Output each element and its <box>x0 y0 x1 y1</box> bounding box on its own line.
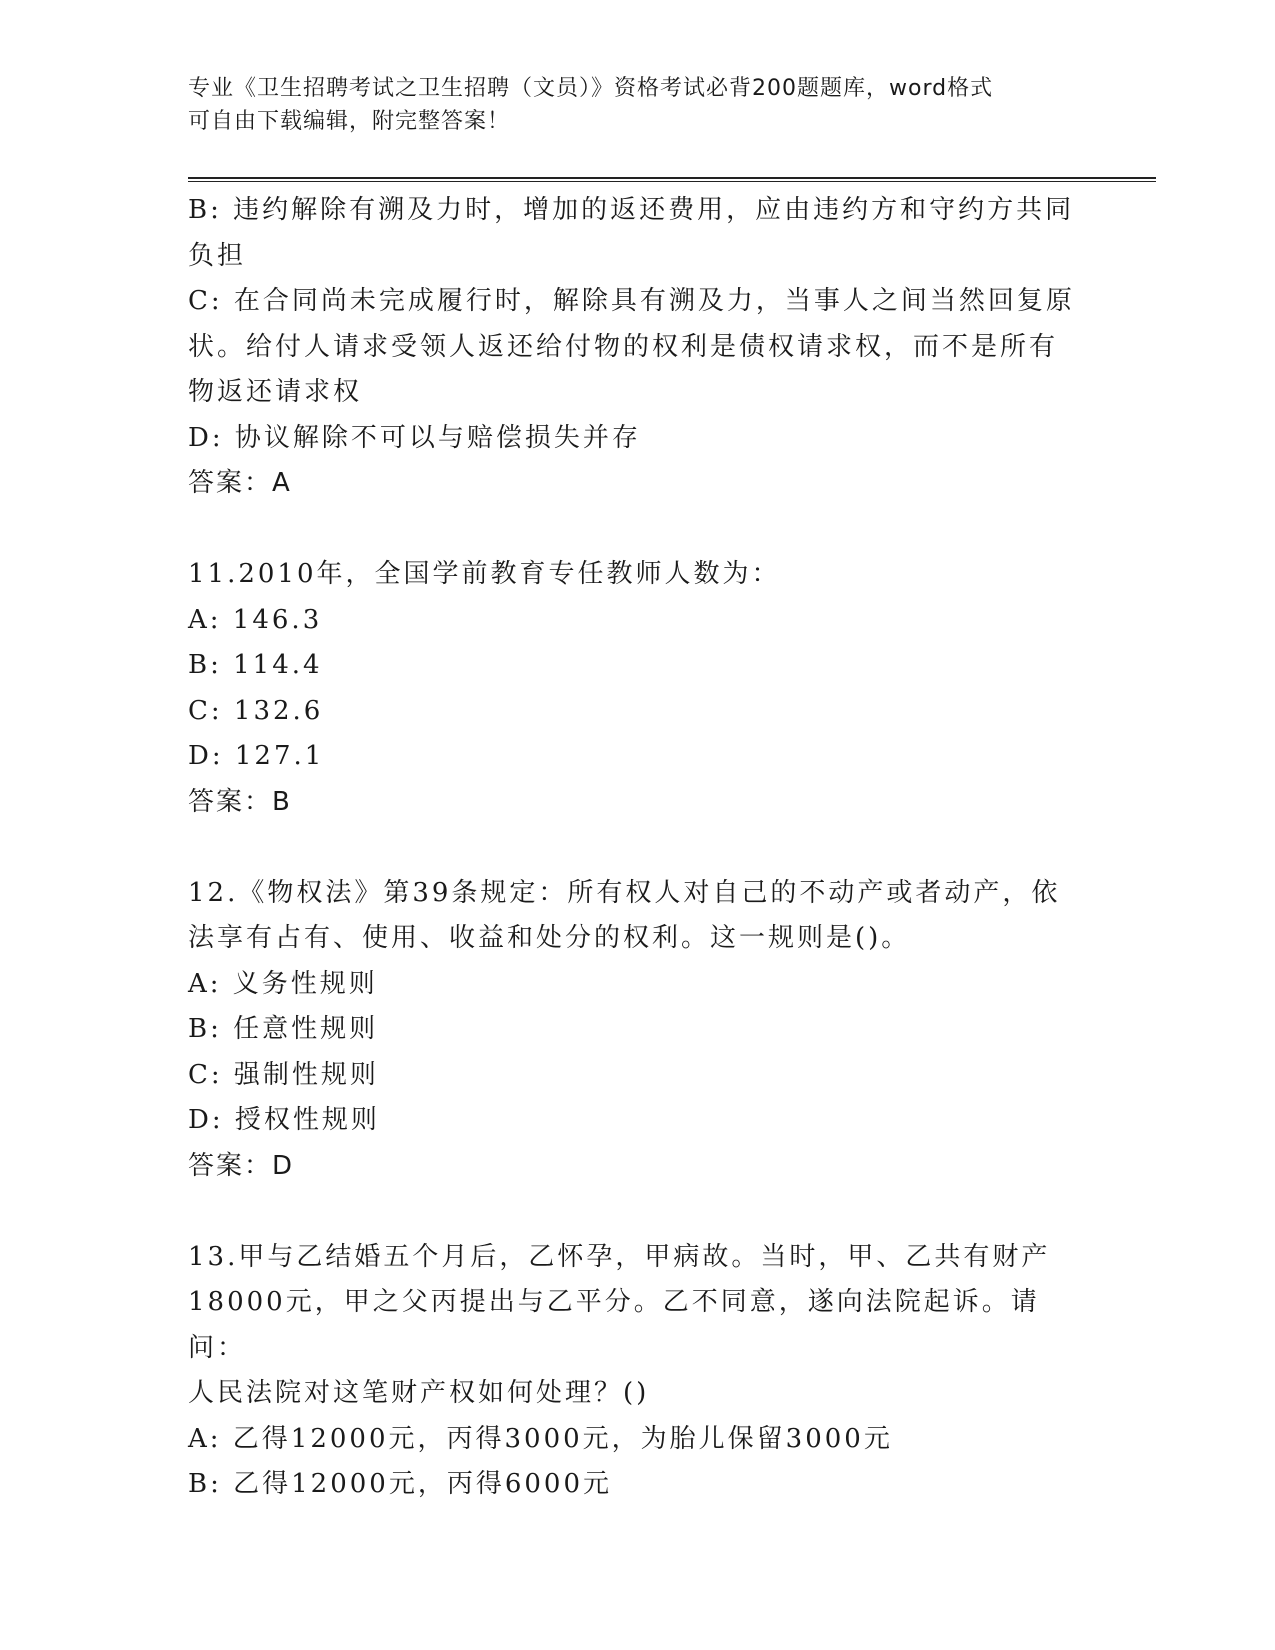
option-b-line-2: 负担 <box>188 240 247 271</box>
header-title-line-1: 专业《卫生招聘考试之卫生招聘（文员）》资格考试必背200题题库，word格式 <box>188 76 994 101</box>
option-d: D: 授权性规则 <box>188 1105 380 1135</box>
option-b-line-1: B: 违约解除有溯及力时，增加的返还费用，应由违约方和守约方共同 <box>188 195 1075 225</box>
question-stem-line-2: 18000元，甲之父丙提出与乙平分。乙不同意，遂向法院起诉。请问： <box>188 1287 1040 1363</box>
question-12 <box>188 871 1088 1190</box>
option-a: A: 乙得12000元，丙得3000元，为胎儿保留3000元 <box>188 1423 893 1454</box>
question-stem-line-2: 法享有占有、使用、收益和处分的权利。这一规则是()。 <box>188 923 911 953</box>
question-stem: 11.2010年，全国学前教育专任教师人数为： <box>188 559 781 589</box>
option-a: A: 146.3 <box>188 604 323 635</box>
option-c: C: 132.6 <box>188 695 324 726</box>
header-divider <box>188 177 1156 182</box>
header-title-line-2: 可自由下载编辑，附完整答案！ <box>188 109 511 134</box>
document-body <box>188 188 1088 1508</box>
question-stem-line-1: 13.甲与乙结婚五个月后，乙怀孕，甲病故。当时，甲、乙共有财产 <box>188 1241 1051 1272</box>
option-b: B: 任意性规则 <box>188 1014 379 1044</box>
document-header <box>188 72 1088 138</box>
option-c: C: 强制性规则 <box>188 1059 379 1090</box>
option-a: A: 义务性规则 <box>188 968 378 999</box>
question-stem-line-3: 人民法院对这笔财产权如何处理？() <box>188 1378 650 1408</box>
option-c-line-1: C: 在合同尚未完成履行时，解除具有溯及力，当事人之间当然回复原 <box>188 286 1075 316</box>
question-13 <box>188 1235 1088 1508</box>
option-c-line-3: 物返还请求权 <box>188 377 363 407</box>
spacer <box>188 507 1088 553</box>
answer: 答案：A <box>188 468 292 498</box>
option-b: B: 乙得12000元，丙得6000元 <box>188 1469 613 1499</box>
spacer <box>188 825 1088 871</box>
question-10-tail <box>188 188 1088 507</box>
question-11 <box>188 552 1088 825</box>
answer: 答案：D <box>188 1150 295 1181</box>
option-c-line-2: 状。给付人请求受领人返还给付物的权利是债权请求权，而不是所有 <box>188 331 1059 362</box>
option-b: B: 114.4 <box>188 650 323 680</box>
spacer <box>188 1189 1088 1235</box>
question-stem-line-1: 12.《物权法》第39条规定：所有权人对自己的不动产或者动产，依 <box>188 877 1061 908</box>
option-d: D: 协议解除不可以与赔偿损失并存 <box>188 422 641 453</box>
answer: 答案：B <box>188 786 292 817</box>
option-d: D: 127.1 <box>188 741 325 771</box>
